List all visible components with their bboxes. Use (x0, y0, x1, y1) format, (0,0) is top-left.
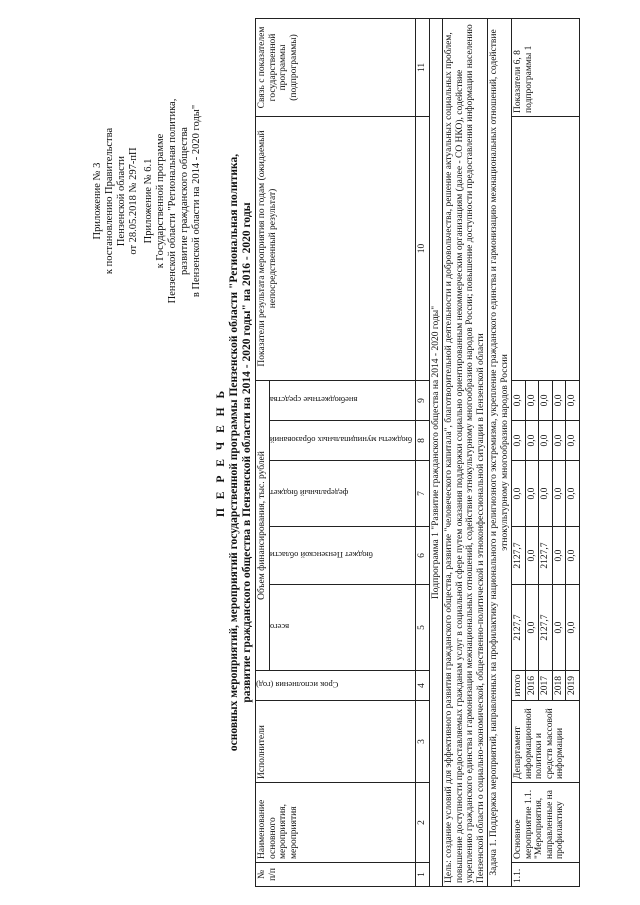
appendix-block-2 (143, 36, 203, 366)
col-number: 8 (416, 421, 430, 461)
cell-federal: 0,0 (552, 461, 566, 527)
col-number: 5 (416, 585, 430, 671)
title-heading: П Е Р Е Ч Е Н Ь (215, 387, 227, 518)
subprogram-row (429, 18, 443, 886)
cell-federal: 0,0 (566, 461, 580, 527)
task-row (488, 18, 512, 886)
row-num: 1.1. (512, 863, 580, 887)
row-executor: Департамент информационной политики и средств массовой информации (512, 701, 580, 783)
header-regional-text: бюджет Пензенской области (269, 550, 373, 561)
header-link: Связь с показателем государственной программы (подпрограммы) (256, 18, 416, 116)
header-executor: Исполнители (256, 701, 416, 783)
cell-extra: 0,0 (539, 380, 553, 420)
col-number: 4 (416, 671, 430, 701)
measures-table (255, 18, 580, 887)
appendix-line: Приложение № 3 (92, 162, 103, 240)
appendix-line: к Государственной программе (155, 133, 166, 269)
cell-municipal: 0,0 (525, 421, 539, 461)
header-regional (269, 527, 416, 585)
cell-extra: 0,0 (552, 380, 566, 420)
col-number: 2 (416, 783, 430, 863)
header-federal (269, 461, 416, 527)
header-total (269, 585, 416, 671)
title-line: основных мероприятий, мероприятий государственной программы Пензенской области "Региональная политика, (228, 153, 240, 752)
cell-period: 2017 (539, 671, 553, 701)
cell-total: 0,0 (552, 585, 566, 671)
header-indicators: Показатели результата мероприятия по годам (ожидаемый непосредственный результат) (256, 116, 416, 380)
cell-regional: 0,0 (552, 527, 566, 585)
cell-regional: 2127,7 (512, 527, 526, 585)
task-text: Задача 1. Поддержка мероприятий, направленных на профилактику национального и религиозного экстремизма, укрепление гражданского единства и гармонизацию межнациональных отношений, содействие этнокультурному многообразию народов России (488, 18, 512, 886)
cell-federal: 0,0 (525, 461, 539, 527)
cell-federal: 0,0 (539, 461, 553, 527)
cell-link: Показатели 6, 8 подпрограммы 1 (512, 18, 580, 116)
goal-row (443, 18, 488, 886)
col-number: 6 (416, 527, 430, 585)
col-number: 1 (416, 863, 430, 887)
cell-municipal: 0,0 (552, 421, 566, 461)
header-period (256, 671, 416, 701)
header-period-text: Срок исполнения (год) (256, 680, 339, 691)
cell-municipal: 0,0 (539, 421, 553, 461)
col-number: 11 (416, 18, 430, 116)
header-row (256, 18, 270, 886)
col-number: 9 (416, 380, 430, 420)
appendix-line: Приложение № 6.1 (143, 158, 154, 244)
cell-total: 0,0 (566, 585, 580, 671)
appendix-line: в Пензенской области на 2014 - 2020 годы" (191, 104, 202, 298)
appendix-line: Пензенской области "Региональная политика, (167, 98, 178, 304)
appendix-line: развитие гражданского общества (179, 127, 190, 275)
cell-total: 0,0 (525, 585, 539, 671)
cell-regional: 2127,7 (539, 527, 553, 585)
cell-extra: 0,0 (512, 380, 526, 420)
header-federal-text: федеральный бюджет (269, 488, 348, 499)
cell-period: итого (512, 671, 526, 701)
header-total-text: всего (269, 622, 289, 633)
cell-extra: 0,0 (525, 380, 539, 420)
column-number-row (416, 18, 430, 886)
cell-total: 2127,7 (539, 585, 553, 671)
title-line: развитие гражданского общества в Пензенской области на 2014 - 2020 годы" на 2016 - 2020 годы (241, 202, 253, 703)
header-funding: Объем финансирования, тыс. рублей (256, 380, 270, 670)
table-row (512, 18, 526, 886)
cell-period: 2018 (552, 671, 566, 701)
cell-indicators (512, 116, 580, 380)
appendix-line: Пензенской области (116, 155, 127, 247)
cell-period: 2016 (525, 671, 539, 701)
goal-text: Цель: создание условий для эффективного развития гражданского общества, развитие "человеческого капитала", благотворительной деятельности и добровольчества, решение актуальных социальных проблем, повышение доступности предоставляемых гражданам услуг в социальной сфере путем оказания поддержки социально ориентированным некоммерческим организациям (далее - СО НКО), содействие укреплению гражданского единства и гармонизации межнациональных отношений, содействие этнокультурному многообразию народов России; повышение доступности предоставления информации населению Пензенской области о социально-экономической, общественно-политической и этноконфессиональной ситуации в Пензенской области (443, 18, 488, 886)
header-extra-text: внебюджетные средства (269, 395, 357, 406)
appendix-line: к постановлению Правительства (104, 127, 115, 275)
header-name: Наименование основного мероприятия, мероприятия (256, 783, 416, 863)
cell-extra: 0,0 (566, 380, 580, 420)
header-num: № п/п (256, 863, 416, 887)
header-municipal-text: бюджеты муниципальных образований (269, 435, 412, 446)
cell-regional: 0,0 (566, 527, 580, 585)
cell-period: 2019 (566, 671, 580, 701)
appendix-line: от 28.05.2018 № 297-пП (128, 147, 139, 255)
cell-federal: 0,0 (512, 461, 526, 527)
cell-total: 2127,7 (512, 585, 526, 671)
row-name: Основное мероприятие 1.1. "Мероприятия, направленные на профилактику (512, 783, 580, 863)
cell-regional: 0,0 (525, 527, 539, 585)
header-municipal (269, 421, 416, 461)
col-number: 10 (416, 116, 430, 380)
col-number: 7 (416, 461, 430, 527)
cell-municipal: 0,0 (512, 421, 526, 461)
cell-municipal: 0,0 (566, 421, 580, 461)
document-title (215, 0, 254, 905)
subprogram-title: Подпрограмма 1 "Развитие гражданского общества на 2014 - 2020 годы" (429, 18, 443, 886)
col-number: 3 (416, 701, 430, 783)
header-extra (269, 380, 416, 420)
appendix-block-1 (92, 36, 140, 366)
